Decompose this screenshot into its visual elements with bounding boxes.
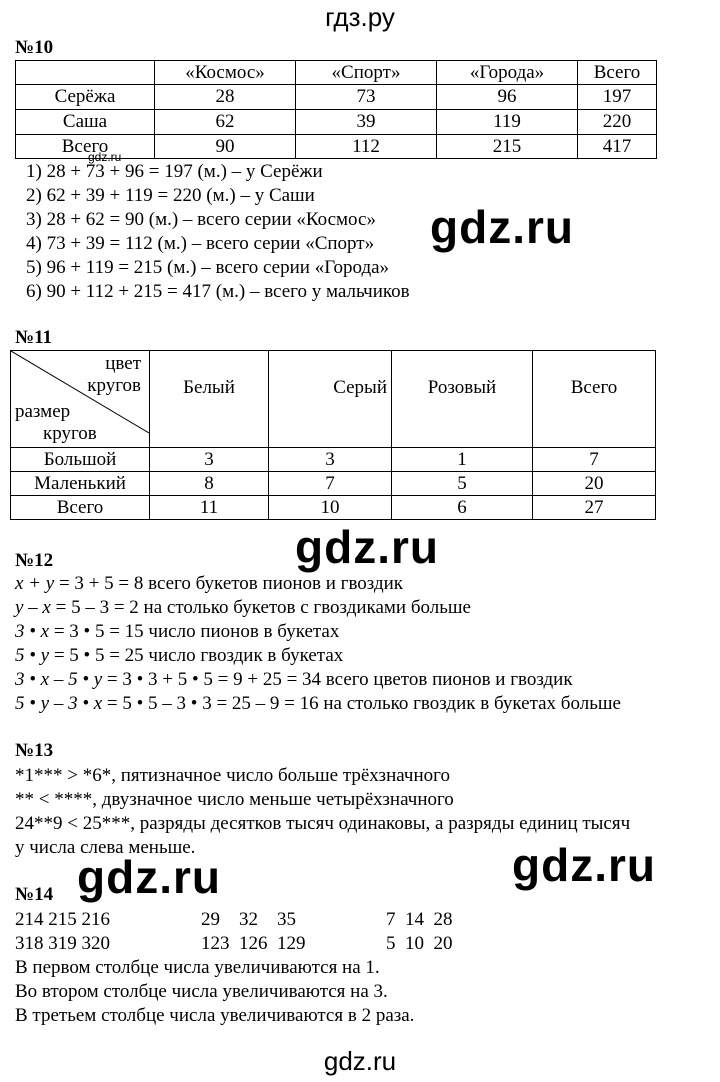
table-row bbox=[11, 472, 656, 496]
task10-line: 2) 62 + 39 + 119 = 220 (м.) – у Саши bbox=[26, 185, 315, 206]
task14-number-row: 318 319 320 bbox=[15, 933, 110, 954]
task14-number-row: 29 32 35 bbox=[201, 909, 296, 930]
watermark-big: gdz.ru bbox=[295, 521, 439, 573]
site-header: гдз.ру bbox=[325, 2, 395, 32]
table-cell: 1 bbox=[392, 448, 533, 472]
task12-line: x + y = 3 + 5 = 8 всего букетов пионов и гвоздик bbox=[15, 573, 404, 594]
task10-table bbox=[15, 60, 657, 159]
table-cell: 3 bbox=[150, 448, 269, 472]
table-cell: 7 bbox=[533, 448, 656, 472]
task12-heading: №12 bbox=[15, 550, 54, 571]
task14-line: В первом столбце числа увеличиваются на 1. bbox=[15, 957, 380, 978]
task14-heading: №14 bbox=[15, 884, 54, 905]
table-header-cell: «Города» bbox=[437, 61, 578, 85]
table-header-cell: Всего bbox=[578, 61, 657, 85]
table-cell: 11 bbox=[150, 496, 269, 520]
task12-line: 5 • y – 3 • x = 5 • 5 – 3 • 3 = 25 – 9 = 16 на столько гвоздик в букетах больше bbox=[15, 693, 621, 714]
watermark-big: gdz.ru bbox=[512, 839, 656, 891]
table-cell bbox=[16, 61, 155, 85]
task10-heading: №10 bbox=[15, 37, 54, 58]
task13-heading: №13 bbox=[15, 740, 54, 761]
task14-number-row: 123 126 129 bbox=[201, 933, 306, 954]
task11-heading: №11 bbox=[15, 327, 53, 348]
corner-header-cell bbox=[11, 351, 150, 448]
task14-line: В третьем столбце числа увеличиваются в 2 раза. bbox=[15, 1005, 415, 1026]
table-cell: Серёжа bbox=[16, 85, 155, 110]
table-cell: 8 bbox=[150, 472, 269, 496]
task10-line: 4) 73 + 39 = 112 (м.) – всего серии «Спорт» bbox=[26, 233, 375, 254]
table-cell: 6 bbox=[392, 496, 533, 520]
table-cell: 96 bbox=[437, 85, 578, 110]
table-cell: 197 bbox=[578, 85, 657, 110]
table-header-cell: Всего bbox=[533, 351, 656, 448]
task13-line: *1*** > *6*, пятизначное число больше трёхзначного bbox=[15, 765, 450, 786]
table-header-cell: Белый bbox=[150, 351, 269, 448]
task14-number-row: 5 10 20 bbox=[386, 933, 453, 954]
table-cell: 90 bbox=[155, 135, 296, 159]
table-cell: 119 bbox=[437, 110, 578, 135]
table-header-cell: «Космос» bbox=[155, 61, 296, 85]
task13-line: ** < ****, двузначное число меньше четырёхзначного bbox=[15, 789, 454, 810]
table-row bbox=[16, 110, 657, 135]
table-header-cell: Розовый bbox=[392, 351, 533, 448]
table-cell: 27 bbox=[533, 496, 656, 520]
table-cell: 5 bbox=[392, 472, 533, 496]
watermark-small: gdz.ru bbox=[88, 150, 122, 164]
table-row bbox=[16, 85, 657, 110]
table-cell: 417 bbox=[578, 135, 657, 159]
table-cell: Маленький bbox=[11, 472, 150, 496]
table-header-cell: Серый bbox=[269, 351, 392, 448]
corner-bottom-label: кругов bbox=[43, 423, 97, 444]
task10-line: 6) 90 + 112 + 215 = 417 (м.) – всего у мальчиков bbox=[26, 281, 410, 302]
table-cell: Большой bbox=[11, 448, 150, 472]
table-cell: 28 bbox=[155, 85, 296, 110]
watermark-big: gdz.ru bbox=[430, 201, 574, 253]
corner-bottom-label: размер bbox=[15, 401, 71, 422]
task12-line: 3 • x = 3 • 5 = 15 число пионов в букетах bbox=[15, 621, 340, 642]
task10-line: 1) 28 + 73 + 96 = 197 (м.) – у Серёжи bbox=[26, 161, 323, 182]
table-cell: 215 bbox=[437, 135, 578, 159]
table-cell: 3 bbox=[269, 448, 392, 472]
watermark-big: gdz.ru bbox=[77, 851, 221, 903]
task11-table bbox=[10, 350, 656, 520]
table-cell: 62 bbox=[155, 110, 296, 135]
table-cell: Саша bbox=[16, 110, 155, 135]
task14-line: Во втором столбце числа увеличиваются на 3. bbox=[15, 981, 388, 1002]
table-header-cell: «Спорт» bbox=[296, 61, 437, 85]
task14-number-row: 7 14 28 bbox=[386, 909, 453, 930]
table-cell: 73 bbox=[296, 85, 437, 110]
task10-line: 5) 96 + 119 = 215 (м.) – всего серии «Города» bbox=[26, 257, 390, 278]
table-cell: Всего bbox=[16, 135, 155, 159]
table-cell: 10 bbox=[269, 496, 392, 520]
table-cell: 112 bbox=[296, 135, 437, 159]
task14-number-row: 214 215 216 bbox=[15, 909, 110, 930]
table-cell: 39 bbox=[296, 110, 437, 135]
task10-line: 3) 28 + 62 = 90 (м.) – всего серии «Космос» bbox=[26, 209, 376, 230]
task12-line: y – x = 5 – 3 = 2 на столько букетов с гвоздиками больше bbox=[15, 597, 471, 618]
table-cell: Всего bbox=[11, 496, 150, 520]
task13-line: 24**9 < 25***, разряды десятков тысяч одинаковы, а разряды единиц тысяч bbox=[15, 813, 631, 834]
table-row bbox=[11, 496, 656, 520]
table-cell: 220 bbox=[578, 110, 657, 135]
table-row bbox=[11, 448, 656, 472]
table-cell: 7 bbox=[269, 472, 392, 496]
corner-top-label: кругов bbox=[87, 375, 141, 396]
task13-line: у числа слева меньше. bbox=[15, 837, 196, 858]
corner-top-label: цвет bbox=[105, 353, 141, 374]
task12-line: 5 • y = 5 • 5 = 25 число гвоздик в букетах bbox=[15, 645, 344, 666]
site-footer: gdz.ru bbox=[323, 1046, 397, 1076]
task12-line: 3 • x – 5 • y = 3 • 3 + 5 • 5 = 9 + 25 = 34 всего цветов пионов и гвоздик bbox=[15, 669, 573, 690]
table-cell: 20 bbox=[533, 472, 656, 496]
